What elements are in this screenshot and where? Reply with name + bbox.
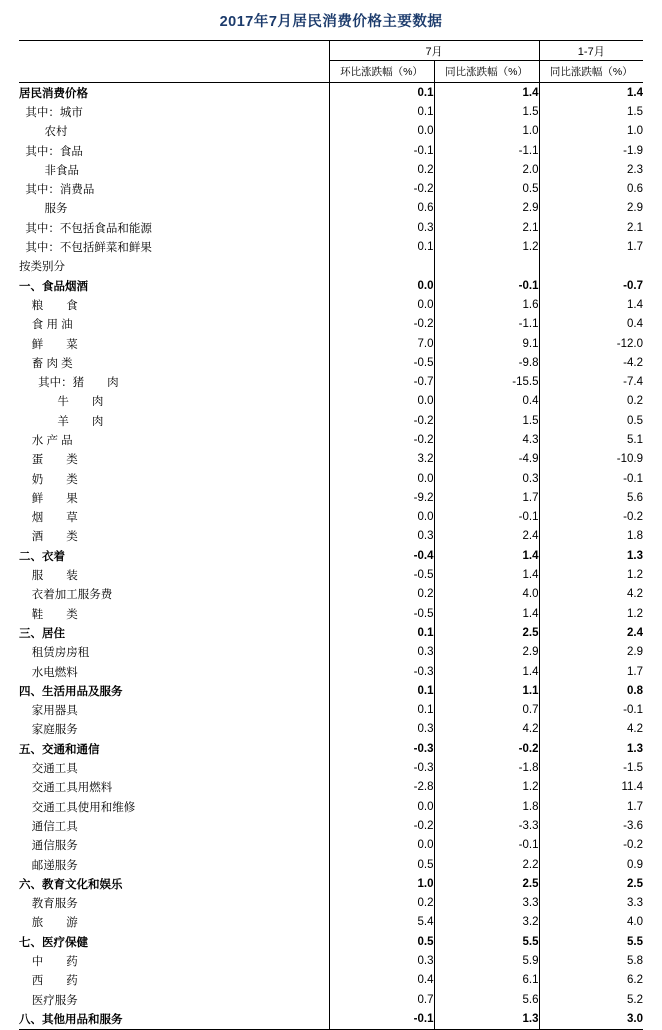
cell-cumulative-yoy-value: 4.0 xyxy=(627,916,643,929)
cell-cumulative-yoy-value: 3.3 xyxy=(627,897,643,910)
cell-yoy-value: -3.3 xyxy=(434,816,539,835)
table-row xyxy=(19,913,643,932)
table-row xyxy=(19,816,643,835)
cell-cumulative-yoy-value: 5.2 xyxy=(627,993,643,1006)
row-label: 通信服务 xyxy=(19,840,78,853)
row-label: 教育服务 xyxy=(19,898,78,911)
table-row xyxy=(19,122,643,141)
row-label: 鲜 果 xyxy=(19,492,78,505)
cell-mom-value: 0.3 xyxy=(329,643,434,662)
cell-cumulative-yoy-value: -10.9 xyxy=(616,453,643,466)
cell-mom-value: -0.5 xyxy=(329,353,434,372)
cell-mom-value xyxy=(329,257,434,276)
cell-cumulative-yoy-value: 6.2 xyxy=(627,974,643,987)
cell-cumulative-yoy-value: -0.7 xyxy=(623,279,643,292)
cell-cumulative-yoy-value: 4.2 xyxy=(627,723,643,736)
cell-yoy-value: 1.5 xyxy=(434,102,539,121)
cell-yoy-value: 1.2 xyxy=(434,778,539,797)
table-body xyxy=(19,83,643,1030)
cell-yoy-value: 2.9 xyxy=(434,199,539,218)
table-row xyxy=(19,488,643,507)
cell-yoy-value: 1.1 xyxy=(434,681,539,700)
cell-cumulative-yoy-value xyxy=(539,257,643,276)
table-row xyxy=(19,855,643,874)
row-label: 一、食品烟酒 xyxy=(19,280,88,293)
cell-mom-value: 0.0 xyxy=(329,392,434,411)
table-row xyxy=(19,739,643,758)
cell-mom-value: 0.1 xyxy=(329,681,434,700)
table-row xyxy=(19,836,643,855)
cell-cumulative-yoy-value: -0.2 xyxy=(623,839,643,852)
cell-mom-value: -0.3 xyxy=(329,662,434,681)
cell-cumulative-yoy-value: 1.0 xyxy=(627,125,643,138)
table-row xyxy=(19,662,643,681)
table-row xyxy=(19,585,643,604)
cell-mom-value: 0.7 xyxy=(329,990,434,1009)
cell-mom-value: -0.1 xyxy=(329,1009,434,1029)
cell-yoy-value: 1.6 xyxy=(434,295,539,314)
cell-yoy-value: -9.8 xyxy=(434,353,539,372)
cell-yoy-value: 1.3 xyxy=(434,1009,539,1029)
cell-cumulative-yoy-value: -0.1 xyxy=(623,704,643,717)
table-row xyxy=(19,546,643,565)
row-label: 七、医疗保健 xyxy=(19,936,88,949)
cell-cumulative-yoy-value: 2.1 xyxy=(627,221,643,234)
row-label: 非食品 xyxy=(19,164,80,177)
header-blank-cell-2 xyxy=(19,61,329,83)
cell-yoy-value: 1.2 xyxy=(434,237,539,256)
cell-yoy-value: 2.2 xyxy=(434,855,539,874)
table-row xyxy=(19,392,643,411)
row-label: 其中：城市 xyxy=(19,106,83,119)
header-col-mom: 环比涨跌幅（%） xyxy=(329,61,434,83)
cell-yoy-value: 9.1 xyxy=(434,334,539,353)
cell-yoy-value: 1.4 xyxy=(434,565,539,584)
cell-cumulative-yoy-value: 2.9 xyxy=(627,646,643,659)
row-label: 交通工具 xyxy=(19,763,78,776)
cell-mom-value: -2.8 xyxy=(329,778,434,797)
table-row xyxy=(19,257,643,276)
cell-cumulative-yoy-value: -3.6 xyxy=(623,819,643,832)
row-label: 鞋 类 xyxy=(19,608,78,621)
cell-mom-value: 0.5 xyxy=(329,932,434,951)
cell-cumulative-yoy-value: 0.9 xyxy=(627,858,643,871)
table-row xyxy=(19,334,643,353)
cell-mom-value: 0.0 xyxy=(329,797,434,816)
table-row xyxy=(19,874,643,893)
table-row xyxy=(19,276,643,295)
cell-mom-value: 0.2 xyxy=(329,893,434,912)
cell-yoy-value: 1.4 xyxy=(434,83,539,103)
row-label: 粮 食 xyxy=(19,299,78,312)
row-label: 水 产 品 xyxy=(19,434,73,447)
cell-cumulative-yoy-value: -4.2 xyxy=(623,356,643,369)
cell-cumulative-yoy-value: 2.3 xyxy=(627,163,643,176)
row-label: 交通工具用燃料 xyxy=(19,782,113,795)
row-label: 家庭服务 xyxy=(19,724,78,737)
cell-mom-value: 0.0 xyxy=(329,276,434,295)
row-label: 其中：消费品 xyxy=(19,184,95,197)
cell-cumulative-yoy-value: 2.5 xyxy=(627,877,643,890)
cell-cumulative-yoy-value: 0.8 xyxy=(627,684,643,697)
cell-mom-value: -0.4 xyxy=(329,546,434,565)
cell-mom-value: 0.6 xyxy=(329,199,434,218)
cell-mom-value: 0.5 xyxy=(329,855,434,874)
row-label: 其中：不包括食品和能源 xyxy=(19,222,152,235)
cell-yoy-value: 3.2 xyxy=(434,913,539,932)
row-label: 家用器具 xyxy=(19,705,78,718)
row-label: 三、居住 xyxy=(19,627,65,640)
cell-mom-value: 0.1 xyxy=(329,701,434,720)
cell-yoy-value: -0.1 xyxy=(434,508,539,527)
cell-cumulative-yoy-value: 1.5 xyxy=(627,105,643,118)
cell-mom-value: 0.0 xyxy=(329,508,434,527)
cell-cumulative-yoy-value: 5.6 xyxy=(627,491,643,504)
cell-yoy-value: 1.4 xyxy=(434,546,539,565)
row-label: 服 装 xyxy=(19,570,78,583)
cell-mom-value: 0.2 xyxy=(329,585,434,604)
table-row xyxy=(19,932,643,951)
cell-yoy-value: 0.4 xyxy=(434,392,539,411)
table-row xyxy=(19,315,643,334)
cell-yoy-value: 4.0 xyxy=(434,585,539,604)
row-label: 牛 肉 xyxy=(19,396,104,409)
row-label: 旅 游 xyxy=(19,917,78,930)
row-label: 畜 肉 类 xyxy=(19,357,73,370)
table-header-group-row xyxy=(19,41,643,61)
cell-mom-value: -9.2 xyxy=(329,488,434,507)
cell-yoy-value: 3.3 xyxy=(434,893,539,912)
header-group-month: 7月 xyxy=(329,41,539,61)
cell-cumulative-yoy-value: -0.1 xyxy=(623,472,643,485)
table-row xyxy=(19,623,643,642)
row-label: 邮递服务 xyxy=(19,859,78,872)
table-row xyxy=(19,199,643,218)
table-row xyxy=(19,295,643,314)
cell-yoy-value: -1.1 xyxy=(434,315,539,334)
row-label: 其中：食品 xyxy=(19,145,83,158)
row-label: 按类别分 xyxy=(19,261,65,274)
table-row xyxy=(19,218,643,237)
cell-yoy-value: -1.8 xyxy=(434,758,539,777)
cell-cumulative-yoy-value: 1.2 xyxy=(627,569,643,582)
cell-mom-value: -0.5 xyxy=(329,604,434,623)
cell-mom-value: 0.0 xyxy=(329,122,434,141)
cell-cumulative-yoy-value: 5.8 xyxy=(627,955,643,967)
table-row xyxy=(19,527,643,546)
row-label: 羊 肉 xyxy=(19,415,104,428)
table-row xyxy=(19,893,643,912)
row-label: 中 药 xyxy=(19,956,78,968)
row-label: 水电燃料 xyxy=(19,666,78,679)
cell-mom-value: 0.2 xyxy=(329,160,434,179)
cell-cumulative-yoy-value: 5.5 xyxy=(627,935,643,948)
cell-cumulative-yoy-value: -12.0 xyxy=(616,337,643,350)
table-row xyxy=(19,701,643,720)
row-label: 食 用 油 xyxy=(19,319,73,332)
table-row xyxy=(19,778,643,797)
cell-mom-value: -0.3 xyxy=(329,739,434,758)
cell-yoy-value: -15.5 xyxy=(434,372,539,391)
table-row xyxy=(19,951,643,970)
cell-yoy-value: 2.9 xyxy=(434,643,539,662)
row-label: 蛋 类 xyxy=(19,454,78,467)
cell-mom-value: 1.0 xyxy=(329,874,434,893)
cell-cumulative-yoy-value: 2.4 xyxy=(627,626,643,639)
row-label: 西 药 xyxy=(19,975,78,988)
cell-yoy-value: 1.5 xyxy=(434,411,539,430)
table-row xyxy=(19,102,643,121)
cell-yoy-value: 2.4 xyxy=(434,527,539,546)
cell-mom-value: -0.2 xyxy=(329,816,434,835)
row-label: 租赁房房租 xyxy=(19,647,90,660)
table-row xyxy=(19,565,643,584)
row-label: 农村 xyxy=(19,126,68,139)
cell-mom-value: 0.0 xyxy=(329,836,434,855)
cell-cumulative-yoy-value: 1.7 xyxy=(627,800,643,813)
cell-yoy-value: 1.7 xyxy=(434,488,539,507)
cell-cumulative-yoy-value: -0.2 xyxy=(623,511,643,524)
cell-yoy-value: 1.4 xyxy=(434,604,539,623)
row-label: 二、衣着 xyxy=(19,550,65,563)
header-col-yoy: 同比涨跌幅（%） xyxy=(434,61,539,83)
table-row xyxy=(19,179,643,198)
cell-cumulative-yoy-value: -1.9 xyxy=(623,144,643,157)
cell-mom-value: -0.2 xyxy=(329,179,434,198)
cell-cumulative-yoy-value: 1.8 xyxy=(627,530,643,543)
row-label: 居民消费价格 xyxy=(19,87,88,100)
table-row xyxy=(19,990,643,1009)
cell-yoy-value: -1.1 xyxy=(434,141,539,160)
cell-yoy-value: 1.4 xyxy=(434,662,539,681)
table-row xyxy=(19,83,643,103)
cell-cumulative-yoy-value: 1.3 xyxy=(627,742,643,755)
cell-cumulative-yoy-value: 5.1 xyxy=(627,433,643,446)
table-row xyxy=(19,372,643,391)
row-label: 烟 草 xyxy=(19,512,78,525)
cell-yoy-value: -0.1 xyxy=(434,276,539,295)
cell-mom-value: -0.2 xyxy=(329,430,434,449)
cell-yoy-value: 0.3 xyxy=(434,469,539,488)
cell-yoy-value: 1.8 xyxy=(434,797,539,816)
cell-cumulative-yoy-value: 1.2 xyxy=(627,607,643,620)
cell-yoy-value: 4.3 xyxy=(434,430,539,449)
table-row xyxy=(19,469,643,488)
page-title: 2017年7月居民消费价格主要数据 xyxy=(219,14,443,30)
cell-mom-value: 0.4 xyxy=(329,971,434,990)
row-label: 八、其他用品和服务 xyxy=(19,1009,329,1029)
cell-yoy-value: -4.9 xyxy=(434,450,539,469)
cell-yoy-value: 5.6 xyxy=(434,990,539,1009)
cell-mom-value: 0.1 xyxy=(329,83,434,103)
row-label: 其中：不包括鲜菜和鲜果 xyxy=(19,242,152,255)
cell-mom-value: -0.1 xyxy=(329,141,434,160)
table-row xyxy=(19,758,643,777)
cpi-data-table xyxy=(19,40,643,1030)
table-row xyxy=(19,797,643,816)
cell-yoy-value: -0.1 xyxy=(434,836,539,855)
cell-mom-value: 0.3 xyxy=(329,527,434,546)
cell-cumulative-yoy-value: 3.0 xyxy=(539,1009,643,1029)
cell-mom-value: 7.0 xyxy=(329,334,434,353)
row-label: 医疗服务 xyxy=(19,994,78,1007)
table-row xyxy=(19,141,643,160)
table-row xyxy=(19,160,643,179)
table-header-column-row xyxy=(19,61,643,83)
cell-mom-value: 0.1 xyxy=(329,102,434,121)
cell-yoy-value: 2.1 xyxy=(434,218,539,237)
cell-mom-value: -0.2 xyxy=(329,411,434,430)
table-row xyxy=(19,353,643,372)
cell-cumulative-yoy-value: 1.4 xyxy=(627,298,643,311)
cell-mom-value: 0.3 xyxy=(329,720,434,739)
cell-yoy-value: 5.9 xyxy=(434,951,539,970)
cell-cumulative-yoy-value: 11.4 xyxy=(621,781,643,794)
cell-mom-value: 5.4 xyxy=(329,913,434,932)
cell-mom-value: 0.0 xyxy=(329,295,434,314)
header-group-cumulative: 1-7月 xyxy=(539,41,643,61)
row-label: 交通工具使用和维修 xyxy=(19,801,136,814)
row-label: 四、生活用品及服务 xyxy=(19,685,123,698)
cell-cumulative-yoy-value: 0.6 xyxy=(627,183,643,196)
cell-cumulative-yoy-value: -1.5 xyxy=(623,762,643,775)
row-label: 酒 类 xyxy=(19,531,78,544)
table-row xyxy=(19,237,643,256)
cell-yoy-value: 0.5 xyxy=(434,179,539,198)
cell-cumulative-yoy-value: 1.7 xyxy=(627,241,643,254)
cell-mom-value: -0.5 xyxy=(329,565,434,584)
cell-yoy-value: 4.2 xyxy=(434,720,539,739)
row-label: 通信工具 xyxy=(19,820,78,833)
cell-cumulative-yoy-value: 1.3 xyxy=(627,549,643,562)
cell-yoy-value: 2.0 xyxy=(434,160,539,179)
table-row xyxy=(19,450,643,469)
row-label: 鲜 菜 xyxy=(19,338,78,351)
cell-mom-value: 0.1 xyxy=(329,237,434,256)
cell-mom-value: -0.3 xyxy=(329,758,434,777)
cell-cumulative-yoy-value: 0.2 xyxy=(627,395,643,408)
cell-yoy-value: 2.5 xyxy=(434,874,539,893)
cell-mom-value: 0.1 xyxy=(329,623,434,642)
row-label: 衣着加工服务费 xyxy=(19,589,113,602)
cell-mom-value: -0.7 xyxy=(329,372,434,391)
table-row xyxy=(19,1009,643,1029)
cell-cumulative-yoy-value: 0.4 xyxy=(627,318,643,331)
cell-mom-value: 0.3 xyxy=(329,218,434,237)
cell-cumulative-yoy-value: 1.4 xyxy=(627,86,643,99)
table-row xyxy=(19,971,643,990)
cell-yoy-value: -0.2 xyxy=(434,739,539,758)
cell-mom-value: 3.2 xyxy=(329,450,434,469)
header-blank-cell xyxy=(19,41,329,61)
table-row xyxy=(19,508,643,527)
table-row xyxy=(19,430,643,449)
cell-cumulative-yoy-value: -7.4 xyxy=(623,376,643,389)
cell-mom-value: 0.0 xyxy=(329,469,434,488)
row-label: 六、教育文化和娱乐 xyxy=(19,878,123,891)
table-row xyxy=(19,411,643,430)
row-label: 服务 xyxy=(19,203,68,216)
cell-yoy-value: 6.1 xyxy=(434,971,539,990)
row-label: 五、交通和通信 xyxy=(19,743,100,756)
cell-yoy-value: 2.5 xyxy=(434,623,539,642)
cell-yoy-value: 1.0 xyxy=(434,122,539,141)
table-row xyxy=(19,643,643,662)
table-row xyxy=(19,720,643,739)
cell-cumulative-yoy-value: 1.7 xyxy=(627,665,643,678)
cell-cumulative-yoy-value: 4.2 xyxy=(627,588,643,601)
cell-yoy-value: 5.5 xyxy=(434,932,539,951)
table-row xyxy=(19,604,643,623)
cell-cumulative-yoy-value: 2.9 xyxy=(627,202,643,215)
table-row xyxy=(19,681,643,700)
row-label: 奶 类 xyxy=(19,473,78,486)
cell-mom-value: 0.3 xyxy=(329,951,434,970)
cell-mom-value: -0.2 xyxy=(329,315,434,334)
header-col-cum-yoy: 同比涨跌幅（%） xyxy=(539,61,643,83)
row-label: 其中：猪 肉 xyxy=(19,377,119,390)
cell-yoy-value: 0.7 xyxy=(434,701,539,720)
cell-yoy-value xyxy=(434,257,539,276)
cell-cumulative-yoy-value: 0.5 xyxy=(627,414,643,427)
